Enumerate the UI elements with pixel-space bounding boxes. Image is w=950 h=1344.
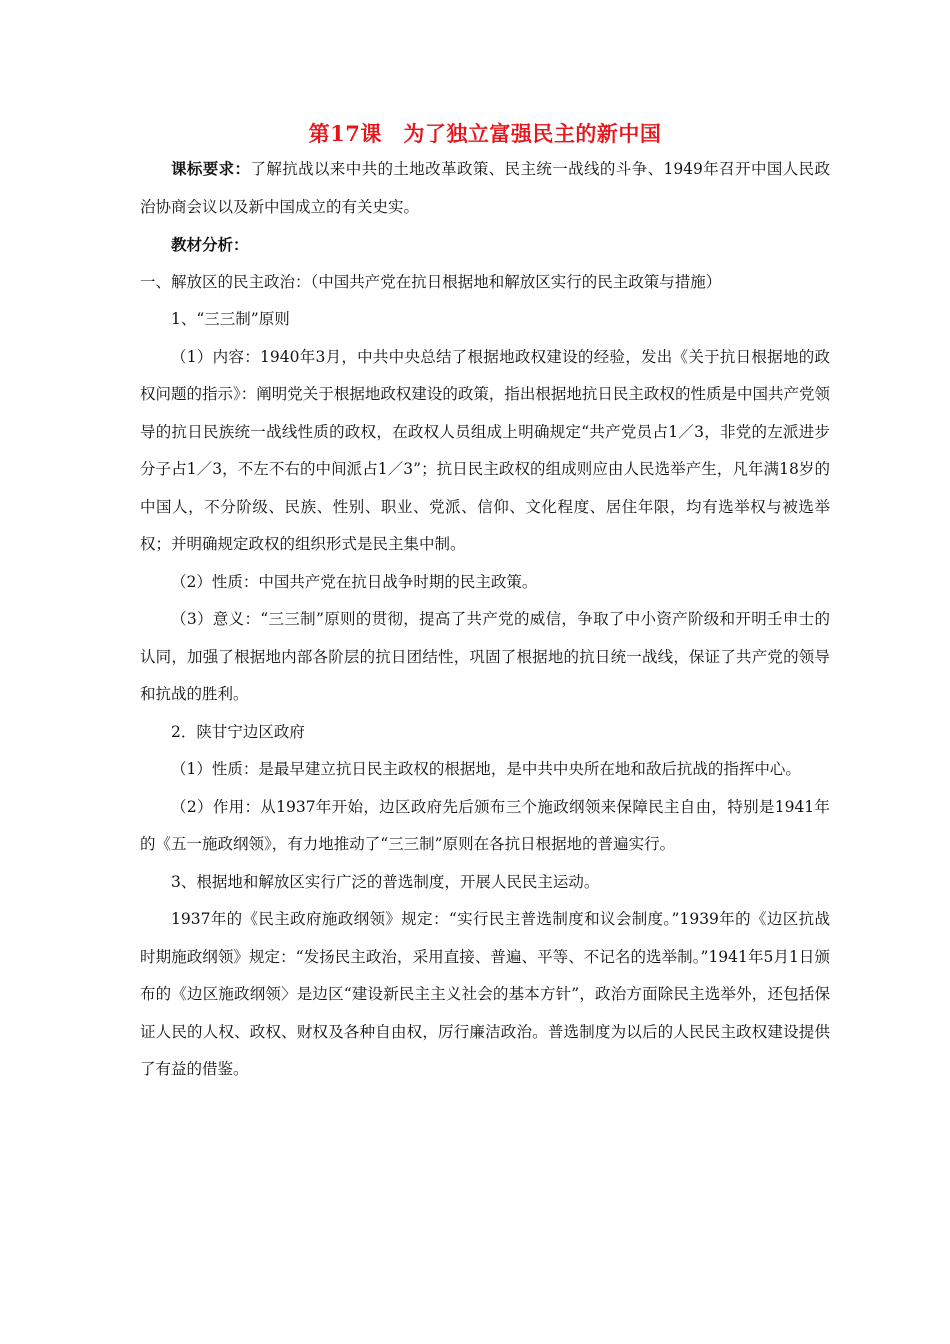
subheading-border-region: 2．陕甘宁边区政府 — [171, 722, 305, 741]
paragraph-border-nature: （1）性质：是最早建立抗日民主政权的根据地，是中共中央所在地和敌后抗战的指挥中心。 — [171, 760, 801, 778]
paragraph-content: （1）内容：1940年3月，中共中央总结了根据地政权建设的经验，发出《关于抗日根据地的政权问题的指示》：阐明党关于根据地政权建设的政策，指出根据地抗日民主政权的性质是中国共产党领导的抗日民族统一战线性质的政权，在政权人员组成上明确规定“共产党员占1／3，非党的左派进步分子占1／3，不左不右的中间派占1／3”；抗日民主政权的组成则应由人民选举产生，凡年满18岁的中国人，不分阶级、民族、性别、职业、党派、信仰、文化程度、居住年限，均有选举权与被选举权；并明确规定政权的组织形式是民主集中制。 — [140, 347, 830, 553]
curriculum-standard — [140, 150, 830, 226]
paragraph-border-role: （2）作用：从1937年开始，边区政府先后颁布三个施政纲领来保障民主自由，特别是1941年的《五一施政纲领》，有力地推动了“三三制”原则在各抗日根据地的普遍实行。 — [140, 797, 830, 853]
document-page — [140, 118, 830, 1089]
analysis-label: 教材分析： — [171, 235, 249, 254]
subheading-suffrage: 3、根据地和解放区实行广泛的普选制度，开展人民民主运动。 — [171, 872, 600, 891]
paragraph-significance: （3）意义：“三三制”原则的贯彻，提高了共产党的威信，争取了中小资产阶级和开明壬申士的认同，加强了根据地内部各阶层的抗日团结性，巩固了根据地的抗日统一战线，保证了共产党的领导和抗战的胜利。 — [140, 610, 830, 703]
paragraph-suffrage: 1937年的《民主政府施政纲领》规定：“实行民主普选制度和议会制度。”1939年的《边区抗战时期施政纲领》规定：“发扬民主政治，采用直接、普遍、平等、不记名的选举制。”1941年5月1日颁布的《边区施政纲领〉是边区“建设新民主主义社会的基本方针”，政治方面除民主选举外，还包括保证人民的人权、政权、财权及各种自由权，厉行廉洁政治。普选制度为以后的人民民主政权建设提供了有益的借鉴。 — [140, 910, 830, 1078]
subheading-three-thirds: 1、“三三制”原则 — [171, 310, 290, 328]
curriculum-standard-text: 了解抗战以来中共的土地改革政策、民主统一战线的斗争、1949年召开中国人民政治协商会议以及新中国成立的有关史实。 — [140, 160, 830, 216]
paragraph-nature: （2）性质：中国共产党在抗日战争时期的民主政策。 — [171, 572, 538, 591]
section1-heading: 一、解放区的民主政治：（中国共产党在抗日根据地和解放区实行的民主政策与措施） — [140, 272, 722, 291]
curriculum-standard-label: 课标要求： — [171, 159, 251, 178]
lesson-title: 第17课 为了独立富强民主的新中国 — [308, 121, 662, 146]
